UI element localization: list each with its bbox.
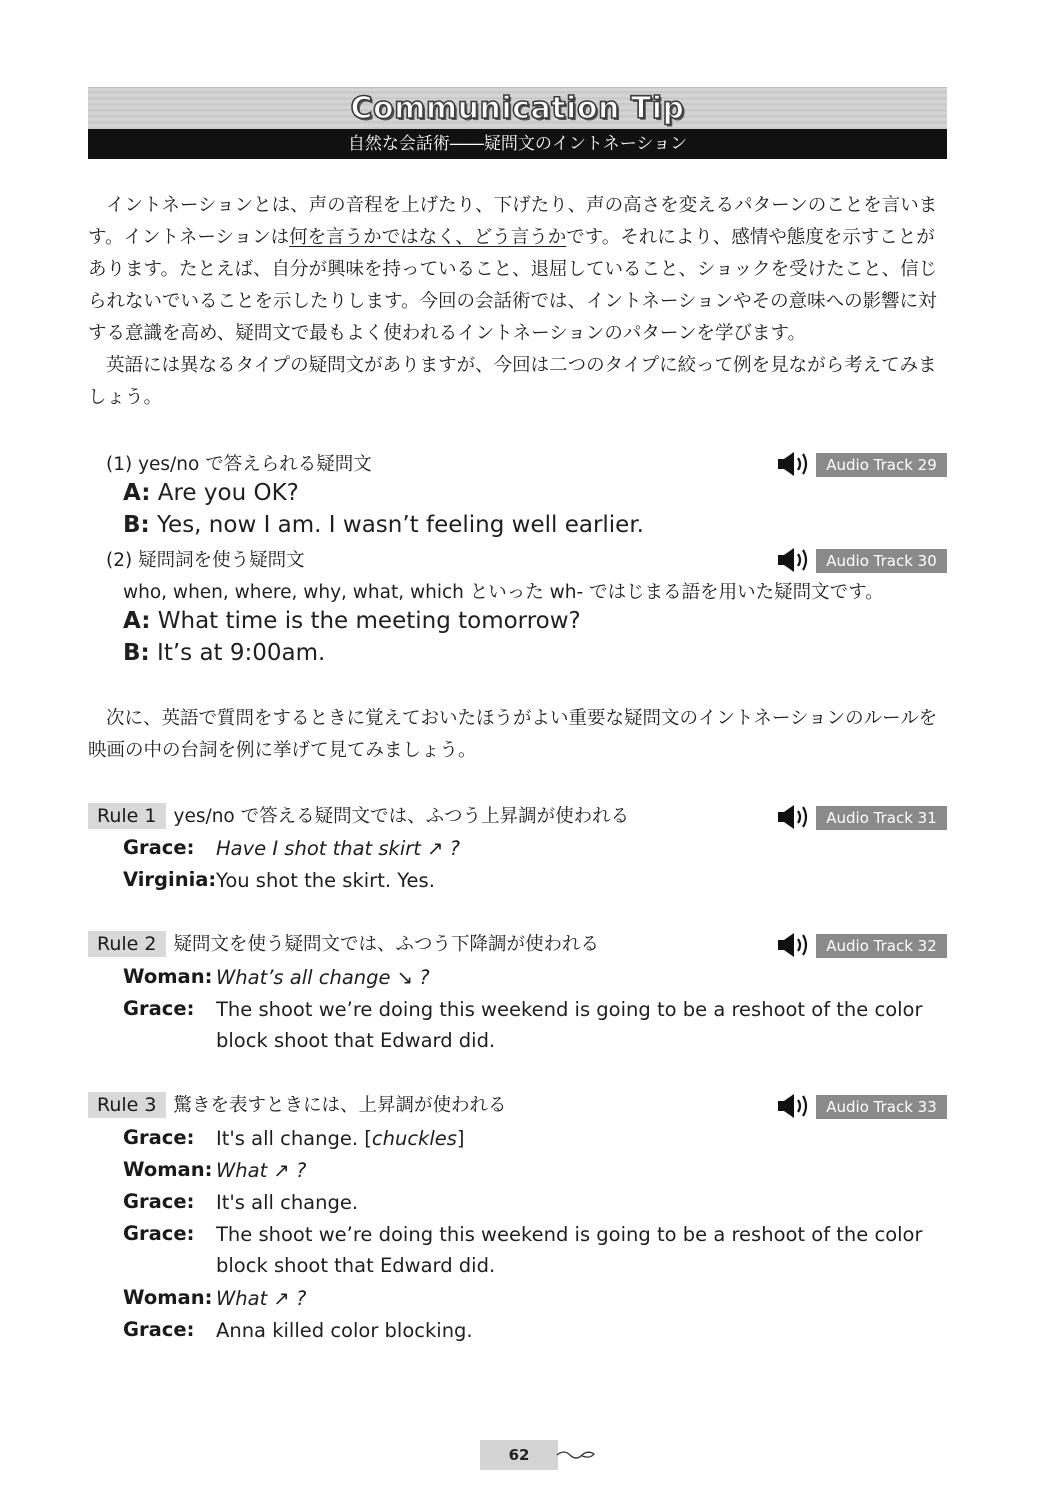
line-text: Are you OK? — [157, 480, 299, 506]
line-text — [216, 1123, 936, 1154]
audio-track-badge: Audio Track 32 — [816, 934, 947, 958]
audio-track-badge: Audio Track 29 — [816, 453, 947, 477]
type-2-line-a — [123, 608, 581, 634]
header-band — [88, 87, 947, 129]
intro-underlined-text: 何を言うかではなく、どう言うか — [289, 227, 567, 248]
page-title: Communication Tip — [350, 91, 685, 126]
line-text: Anna killed color blocking. — [216, 1319, 473, 1342]
audio-track-badge: Audio Track 33 — [816, 1095, 947, 1119]
page-number: 62 — [480, 1440, 558, 1470]
line-text: The shoot we’re doing this weekend is going to be a reshoot of the color block shoot that Edward did. — [216, 998, 923, 1052]
intro-text-b: です。それにより、感情や態度を示すことがあります。たとえば、自分が興味を持っていること、退屈していること、ショックを受けたこと、信じられないでいることを示したりします。今回の会話術では、イントネーションやその意味への影響に対する意識を高め、疑問文で最もよく使われるイントネーションのパターンを学びます。 — [88, 227, 938, 344]
intro-paragraph-2 — [88, 350, 948, 414]
rule-1-header — [88, 802, 629, 829]
rule-description: yes/no で答える疑問文では、ふつう上昇調が使われる — [173, 806, 630, 827]
audio-track-33[interactable] — [776, 1091, 948, 1121]
line-text: What ↗ ? — [216, 1287, 307, 1310]
audio-track-29[interactable] — [776, 449, 948, 479]
line-text: Yes, now I am. I wasn’t feeling well earlier. — [157, 512, 644, 538]
line-text: You shot the skirt. Yes. — [216, 869, 435, 892]
speaker-label: Grace: — [123, 1318, 195, 1341]
audio-track-30[interactable] — [776, 545, 948, 575]
audio-track-31[interactable] — [776, 802, 948, 832]
speaker-icon — [776, 545, 812, 575]
speaker-label: Grace: — [123, 1222, 195, 1245]
rule-tag: Rule 1 — [88, 803, 166, 829]
speaker-icon — [776, 930, 812, 960]
audio-track-32[interactable] — [776, 930, 948, 960]
rule-2-header — [88, 930, 599, 957]
intro-text-p2: 英語には異なるタイプの疑問文がありますが、今回は二つのタイプに絞って例を見ながら考えてみましょう。 — [88, 355, 937, 408]
rule-tag: Rule 2 — [88, 931, 166, 957]
line-text: Have I shot that skirt ↗ ? — [216, 837, 461, 860]
speaker-label: A: — [123, 480, 151, 506]
type-1-label: (1) yes/no で答えられる疑問文 — [106, 454, 372, 475]
line-text: What time is the meeting tomorrow? — [157, 608, 581, 634]
audio-track-badge: Audio Track 30 — [816, 549, 947, 573]
transition-paragraph — [88, 703, 948, 767]
line-text-part: It's all change. [ — [216, 1127, 372, 1150]
type-2-note: who, when, where, why, what, which といった wh- ではじまる語を用いた疑問文です。 — [123, 582, 884, 603]
speaker-label: Woman: — [123, 1286, 213, 1309]
intro-paragraph-1 — [88, 190, 948, 350]
speaker-icon — [776, 802, 812, 832]
rule-description: 驚きを表すときには、上昇調が使われる — [173, 1095, 507, 1116]
type-1-line-a — [123, 480, 299, 506]
swirl-icon — [556, 1445, 596, 1465]
speaker-label: Woman: — [123, 1158, 213, 1181]
speaker-label: Woman: — [123, 965, 213, 988]
speaker-label: B: — [123, 640, 150, 666]
type-2-label: (2) 疑問詞を使う疑問文 — [106, 550, 305, 571]
rule-description: 疑問文を使う疑問文では、ふつう下降調が使われる — [173, 934, 600, 955]
speaker-label: A: — [123, 608, 151, 634]
line-text: It's all change. — [216, 1191, 359, 1214]
rule-3-header — [88, 1091, 507, 1118]
speaker-icon — [776, 1091, 812, 1121]
line-text-italic: chuckles — [371, 1127, 457, 1150]
type-2-line-b — [123, 640, 325, 666]
intro-text-a: イントネーションとは、声の音程を上げたり、下げたり、声の高さを変えるパターンのことを言います。イントネーションは — [88, 195, 938, 248]
speaker-label: Grace: — [123, 1126, 195, 1149]
line-text-part: ] — [456, 1127, 465, 1150]
rule-tag: Rule 3 — [88, 1092, 166, 1118]
speaker-label: Grace: — [123, 836, 195, 859]
speaker-label: Virginia: — [123, 868, 217, 891]
speaker-icon — [776, 449, 812, 479]
line-text: The shoot we’re doing this weekend is going to be a reshoot of the color block shoot that Edward did. — [216, 1223, 923, 1277]
line-text: It’s at 9:00am. — [157, 640, 326, 666]
line-text: What’s all change ↘ ? — [216, 966, 430, 989]
speaker-label: B: — [123, 512, 150, 538]
audio-track-badge: Audio Track 31 — [816, 806, 947, 830]
speaker-label: Grace: — [123, 997, 195, 1020]
page-subtitle: 自然な会話術――疑問文のイントネーション — [88, 129, 947, 159]
type-1-line-b — [123, 512, 644, 538]
transition-text: 次に、英語で質問をするときに覚えておいたほうがよい重要な疑問文のイントネーションのルールを映画の中の台詞を例に挙げて見てみましょう。 — [88, 708, 938, 761]
line-text: What ↗ ? — [216, 1159, 307, 1182]
speaker-label: Grace: — [123, 1190, 195, 1213]
